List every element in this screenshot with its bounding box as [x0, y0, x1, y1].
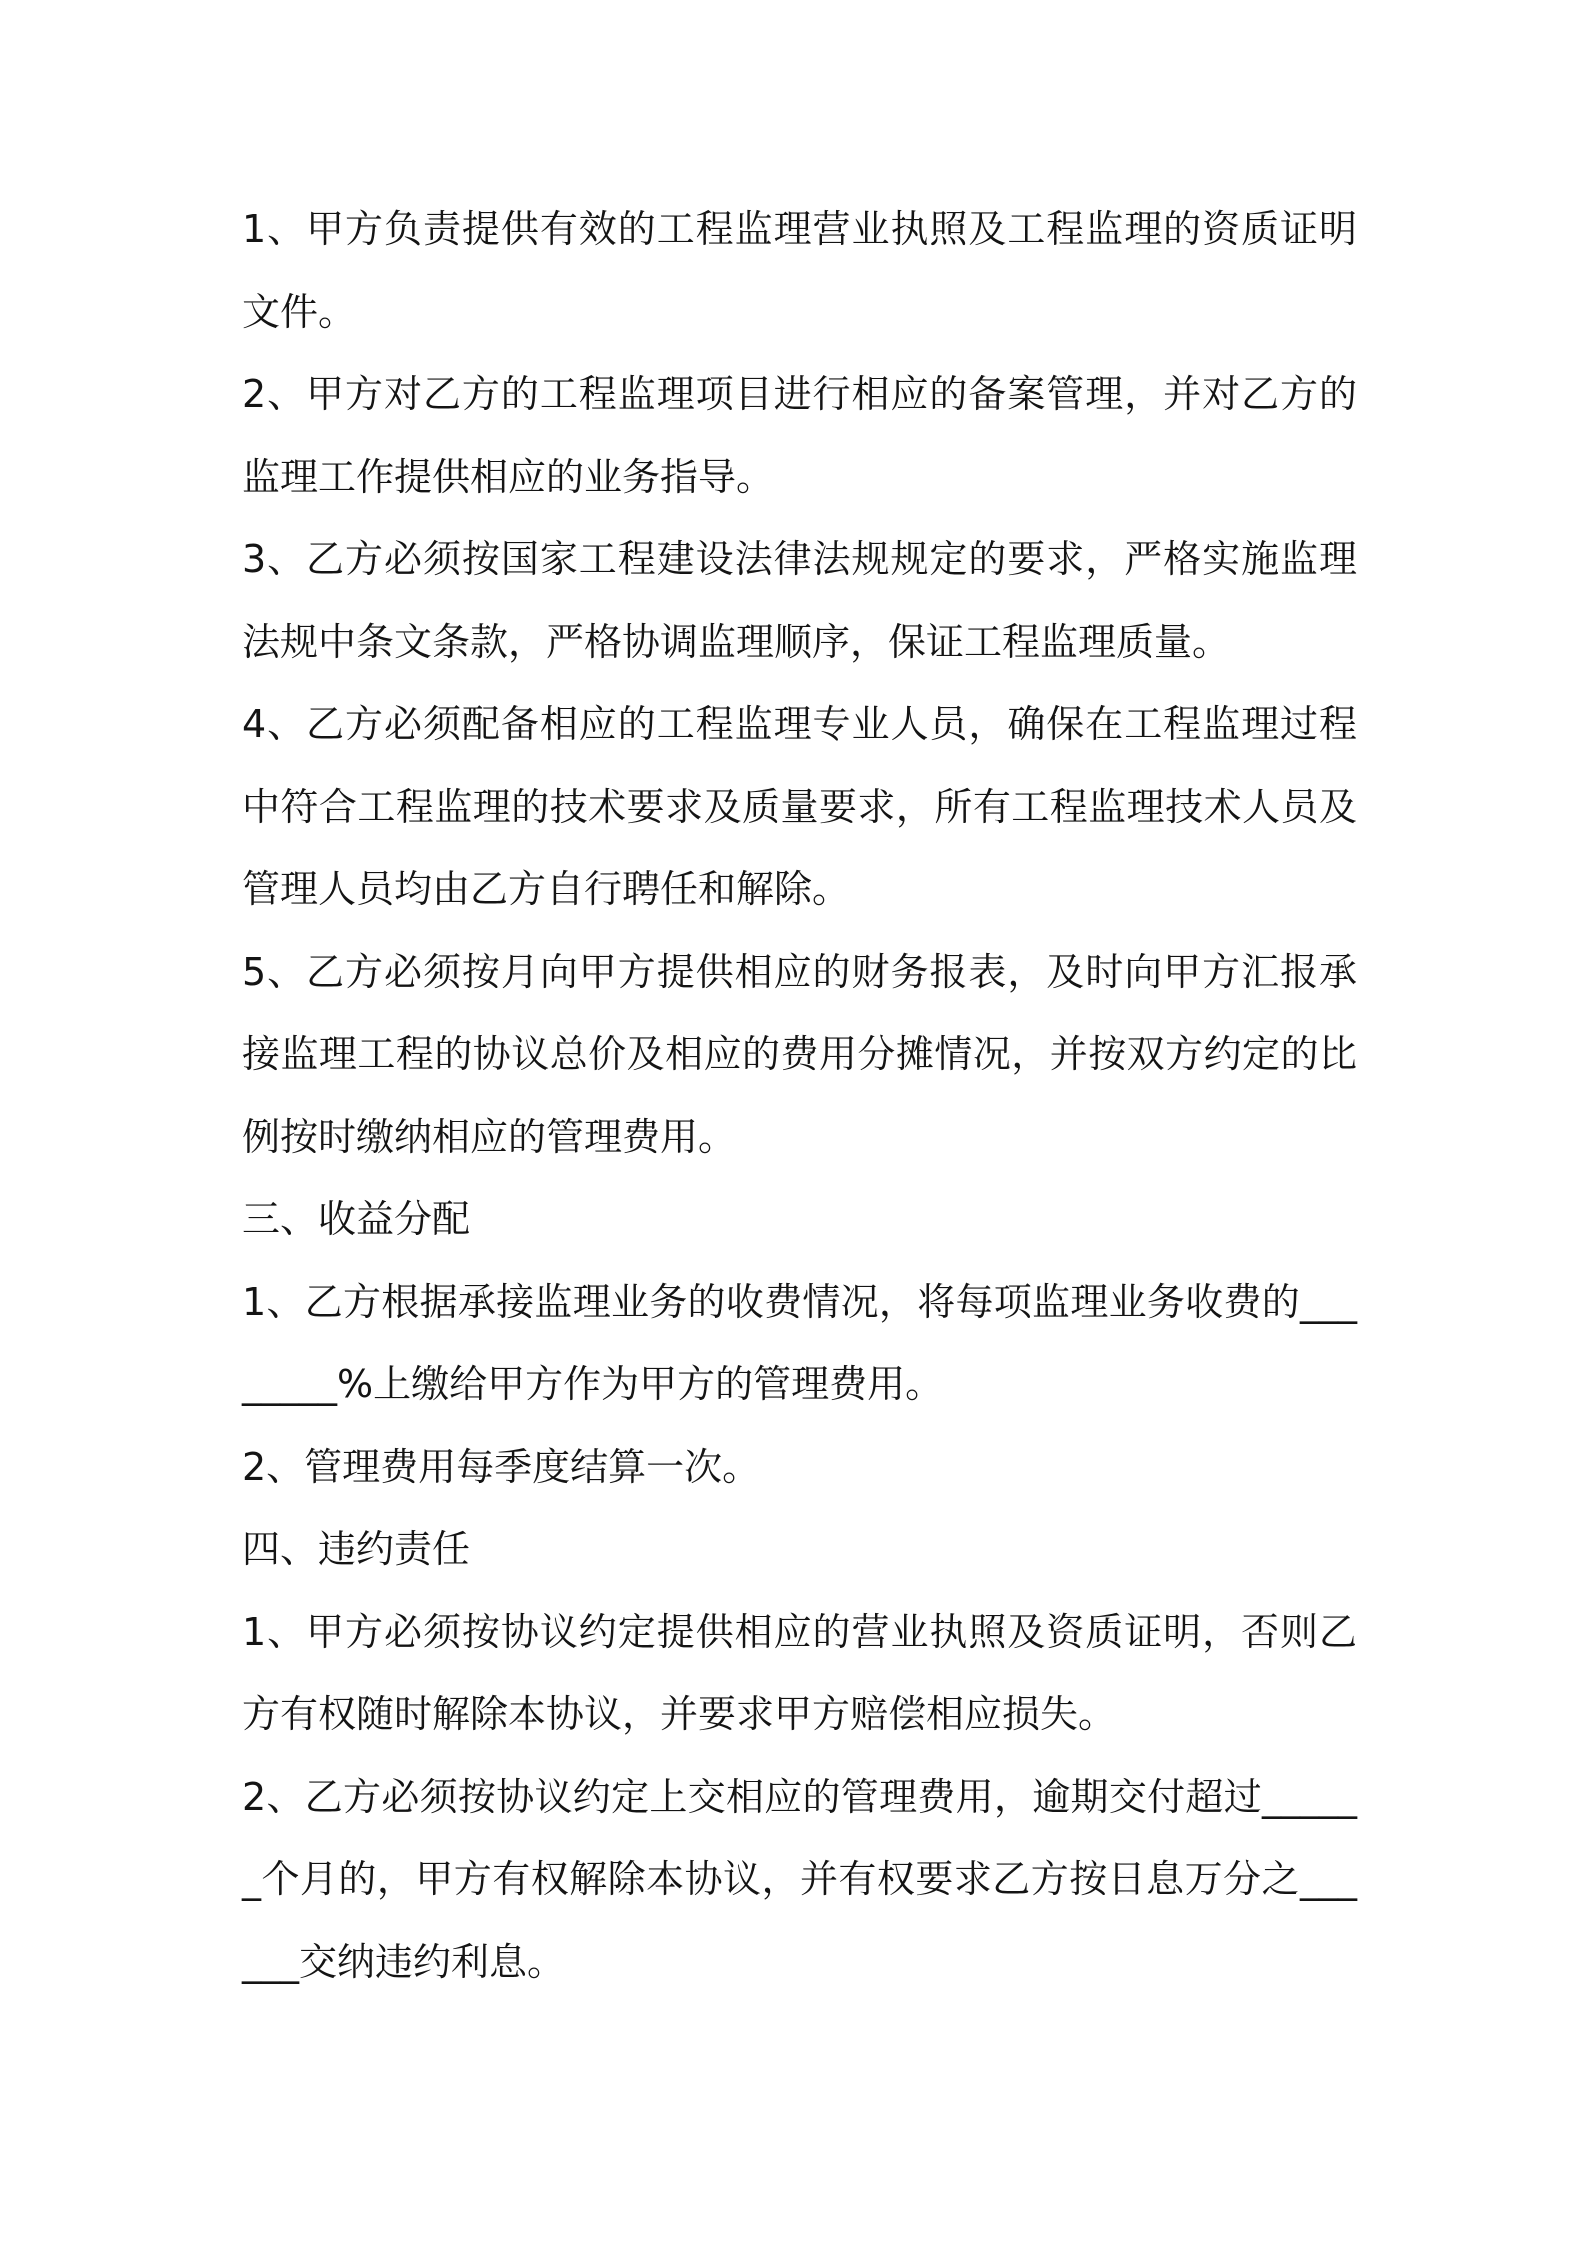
clause-3-1: 1、乙方根据承接监理业务的收费情况，将每项监理业务收费的________%上缴给甲方作为甲方的管理费用。 — [242, 1279, 1357, 1406]
clause-4-1: 1、甲方必须按协议约定提供相应的营业执照及资质证明，否则乙方有权随时解除本协议，并要求甲方赔偿相应损失。 — [242, 1609, 1357, 1736]
clause-3-2: 2、管理费用每季度结算一次。 — [242, 1444, 761, 1489]
clause-1-1: 1、甲方负责提供有效的工程监理营业执照及工程监理的资质证明文件。 — [242, 207, 1357, 334]
section-heading-liability: 四、违约责任 — [242, 1527, 471, 1571]
clause-1-2: 2、甲方对乙方的工程监理项目进行相应的备案管理，并对乙方的监理工作提供相应的业务指导。 — [242, 372, 1357, 499]
clause-1-4: 4、乙方必须配备相应的工程监理专业人员，确保在工程监理过程中符合工程监理的技术要求及质量要求，所有工程监理技术人员及管理人员均由乙方自行聘任和解除。 — [242, 702, 1357, 911]
clause-1-3: 3、乙方必须按国家工程建设法律法规规定的要求，严格实施监理法规中条文条款，严格协调监理顺序，保证工程监理质量。 — [242, 537, 1357, 664]
clause-4-2: 2、乙方必须按协议约定上交相应的管理费用，逾期交付超过______个月的，甲方有权解除本协议，并有权要求乙方按日息万分之______交纳违约利息。 — [242, 1774, 1357, 1984]
section-heading-revenue: 三、收益分配 — [242, 1197, 471, 1241]
clause-1-5: 5、乙方必须按月向甲方提供相应的财务报表，及时向甲方汇报承接监理工程的协议总价及相应的费用分摊情况，并按双方约定的比例按时缴纳相应的管理费用。 — [242, 949, 1357, 1159]
document-body — [242, 188, 1357, 2003]
